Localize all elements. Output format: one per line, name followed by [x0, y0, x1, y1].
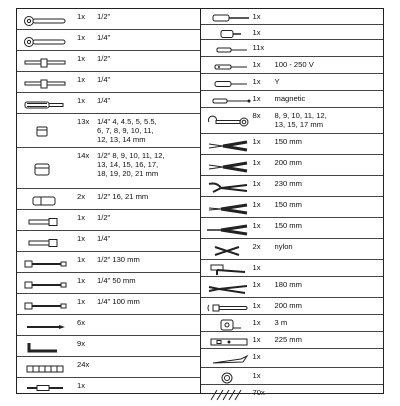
deep-socket-icon: [23, 194, 67, 206]
adapter-icon: [23, 215, 67, 227]
tool-quantity: 1x: [252, 280, 261, 289]
combination-wrench-icon: [207, 115, 251, 127]
tool-quantity: 1x: [252, 200, 261, 209]
tape-icon: [207, 371, 251, 383]
tool-quantity: 11x: [252, 43, 265, 52]
tool-row: [201, 134, 384, 155]
tool-row: [201, 176, 384, 197]
tool-quantity: 70x: [252, 388, 265, 397]
cable-ties-icon: [207, 388, 251, 400]
extension-bar-icon: [23, 299, 67, 311]
tool-specification: Y: [274, 77, 280, 86]
tool-quantity: 1x: [77, 255, 86, 264]
tool-row: [17, 148, 200, 189]
tool-row: [17, 252, 200, 273]
tool-row: [201, 218, 384, 239]
tool-quantity: 14x: [77, 151, 90, 160]
tool-row: [201, 197, 384, 218]
tool-quantity: 1x: [252, 335, 261, 344]
tool-specification: 225 mm: [274, 335, 302, 344]
tool-quantity: 1x: [77, 75, 86, 84]
adapter-icon: [23, 236, 67, 248]
ratchet-icon: [23, 14, 67, 26]
tool-quantity: 9x: [77, 339, 86, 348]
tool-row: [17, 9, 200, 30]
bit-holder-icon: [23, 381, 67, 393]
magnetic-pickup-icon: [207, 94, 251, 106]
tool-row: [201, 332, 384, 349]
tool-row: [201, 155, 384, 176]
bits-icon: [23, 362, 67, 374]
left-column: [17, 9, 201, 393]
y-screwdriver-icon: [207, 77, 251, 89]
tool-row: [201, 298, 384, 315]
tool-quantity: 1x: [252, 60, 261, 69]
tool-specification: 1/2" 130 mm: [97, 255, 140, 264]
tool-row: [17, 189, 200, 210]
screwdriver-handle-icon: [23, 98, 67, 110]
precision-screwdriver-icon: [207, 43, 251, 55]
screwdriver-icon: [207, 11, 251, 23]
pliers-icon: [207, 160, 251, 172]
tool-quantity: 6x: [77, 318, 86, 327]
tool-quantity: 1x: [252, 263, 261, 272]
tool-row: [201, 9, 384, 25]
adjustable-wrench-icon: [207, 301, 251, 313]
t-handle-icon: [23, 56, 67, 68]
socket-large-icon: [23, 163, 67, 175]
long-nose-pliers-icon: [207, 223, 251, 235]
tool-row: [17, 114, 200, 148]
hammer-icon: [207, 263, 251, 275]
tool-specification: 1/2": [97, 54, 111, 63]
tool-row: [201, 91, 384, 108]
bit-icon: [23, 320, 67, 332]
tool-quantity: 1x: [252, 221, 261, 230]
tool-specification: 1/4" 50 mm: [97, 276, 136, 285]
tool-quantity: 1x: [252, 77, 261, 86]
tool-quantity: 1x: [252, 94, 261, 103]
tool-specification: 1/4": [97, 33, 111, 42]
tool-specification: 1/2" 8, 9, 10, 11, 12, 13, 14, 15, 16, 17, 18, 19, 20, 21 mm: [97, 151, 165, 179]
tool-specification: 1/2": [97, 213, 111, 222]
tool-quantity: 1x: [77, 234, 86, 243]
tool-quantity: 13x: [77, 117, 90, 126]
tool-row: [17, 336, 200, 357]
tool-specification: 100 - 250 V: [274, 60, 314, 69]
tool-row: [201, 74, 384, 91]
t-handle-icon: [23, 77, 67, 89]
tool-specification: 1/2" 16, 21 mm: [97, 192, 149, 201]
tool-row: [201, 385, 384, 403]
tool-specification: 1/4": [97, 75, 111, 84]
water-pump-pliers-icon: [207, 181, 251, 193]
stubby-screwdriver-icon: [207, 27, 251, 39]
tool-row: [201, 57, 384, 74]
tool-quantity: 1x: [252, 301, 261, 310]
tool-specification: 150 mm: [274, 200, 302, 209]
tool-specification: 150 mm: [274, 137, 302, 146]
spirit-level-icon: [207, 335, 251, 347]
tool-specification: 1/4" 100 mm: [97, 297, 140, 306]
tool-row: [201, 25, 384, 40]
extension-bar-icon: [23, 278, 67, 290]
socket-small-icon: [23, 125, 67, 137]
tool-row: [201, 349, 384, 368]
utility-knife-icon: [207, 353, 251, 365]
tool-row: [17, 72, 200, 93]
tool-quantity: 1x: [252, 352, 261, 361]
tool-quantity: 2x: [77, 192, 86, 201]
tool-quantity: 1x: [77, 276, 86, 285]
tool-row: [17, 357, 200, 378]
tool-row: [17, 30, 200, 51]
tool-quantity: 1x: [252, 158, 261, 167]
tool-row: [17, 378, 200, 395]
tool-row: [17, 231, 200, 252]
diagonal-cutter-icon: [207, 202, 251, 214]
tool-specification: magnetic: [274, 94, 306, 103]
tool-row: [201, 239, 384, 260]
tool-specification: 180 mm: [274, 280, 302, 289]
tool-specification: 200 mm: [274, 158, 302, 167]
tool-specification: nylon: [274, 242, 293, 251]
tool-quantity: 8x: [252, 111, 261, 120]
tool-quantity: 1x: [77, 33, 86, 42]
tool-set-sheet: [16, 8, 384, 397]
tool-quantity: 2x: [252, 242, 261, 251]
tool-row: [201, 108, 384, 134]
tool-row: [17, 315, 200, 336]
tool-quantity: 1x: [252, 371, 261, 380]
tool-row: [17, 294, 200, 315]
tool-specification: 1/2": [97, 12, 111, 21]
tool-quantity: 24x: [77, 360, 90, 369]
tool-row: [17, 93, 200, 114]
pliers-icon: [207, 139, 251, 151]
right-column: [201, 9, 384, 397]
tool-specification: 200 mm: [274, 301, 302, 310]
tool-specification: 3 m: [274, 318, 288, 327]
tool-quantity: 1x: [252, 318, 261, 327]
tape-measure-icon: [207, 318, 251, 330]
tool-quantity: 1x: [77, 213, 86, 222]
tool-specification: 1/4": [97, 96, 111, 105]
tool-row: [17, 210, 200, 231]
tool-quantity: 1x: [77, 12, 86, 21]
tool-row: [17, 51, 200, 72]
tool-row: [201, 40, 384, 57]
tool-quantity: 1x: [252, 28, 261, 37]
tool-row: [201, 260, 384, 277]
locking-pliers-icon: [207, 282, 251, 294]
tool-row: [201, 368, 384, 385]
tool-specification: 150 mm: [274, 221, 302, 230]
tool-row: [201, 315, 384, 332]
tool-specification: 230 mm: [274, 179, 302, 188]
tool-quantity: 1x: [252, 179, 261, 188]
tool-specification: 1/4": [97, 234, 111, 243]
tool-quantity: 1x: [77, 297, 86, 306]
voltage-tester-icon: [207, 60, 251, 72]
clamp-icon: [207, 244, 251, 256]
tool-specification: 1/4" 4, 4.5, 5, 5.5, 6, 7, 8, 9, 10, 11, 12, 13, 14 mm: [97, 117, 157, 145]
tool-quantity: 1x: [77, 54, 86, 63]
hex-key-icon: [23, 341, 67, 353]
tool-quantity: 1x: [77, 381, 86, 390]
tool-row: [17, 273, 200, 294]
ratchet-icon: [23, 35, 67, 47]
tool-row: [201, 277, 384, 298]
tool-quantity: 1x: [252, 137, 261, 146]
tool-quantity: 1x: [252, 12, 261, 21]
tool-quantity: 1x: [77, 96, 86, 105]
extension-bar-icon: [23, 257, 67, 269]
tool-specification: 8, 9, 10, 11, 12, 13, 15, 17 mm: [274, 111, 327, 130]
